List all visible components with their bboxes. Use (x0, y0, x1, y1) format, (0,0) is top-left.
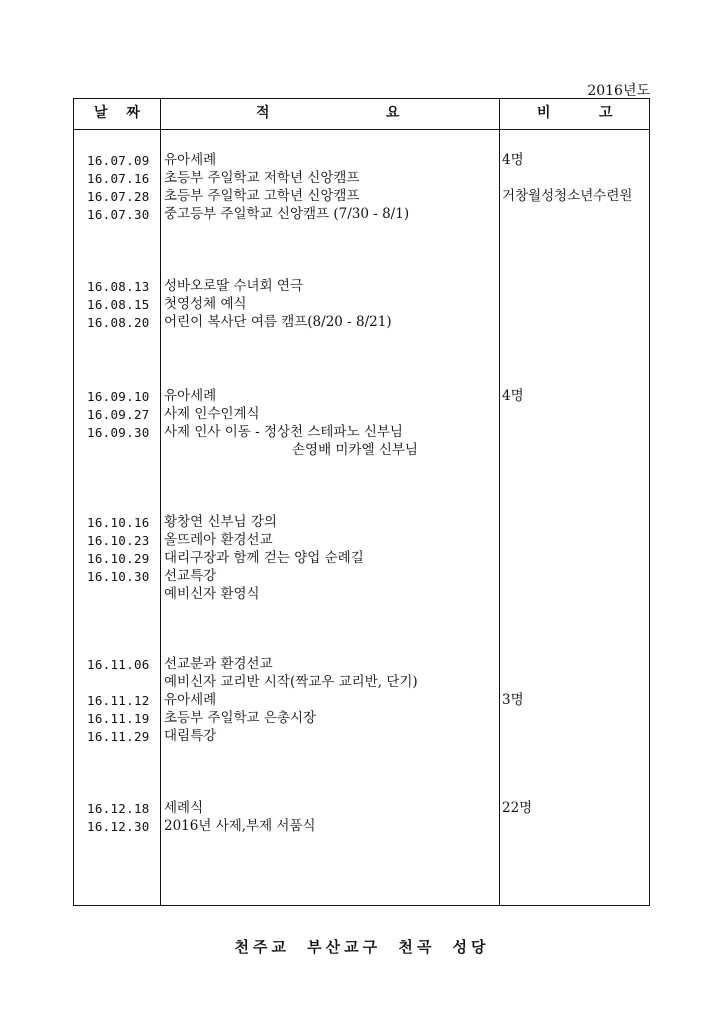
row-date: 16.10.16 (87, 515, 150, 530)
header-date: 날 짜 (94, 105, 140, 121)
row-description: 어린이 복사단 여름 캠프(8/20 - 8/21) (164, 314, 392, 330)
table-row (74, 531, 649, 550)
row-date: 16.07.09 (87, 153, 150, 168)
row-description: 손영배 미카엘 신부님 (292, 442, 418, 458)
row-date: 16.09.10 (87, 389, 150, 404)
table-row (74, 387, 649, 406)
table-row (74, 585, 649, 604)
row-description: 첫영성체 예식 (164, 296, 247, 312)
table-row (74, 441, 649, 460)
row-date: 16.12.30 (87, 819, 150, 834)
row-description: 올뜨레아 환경선교 (164, 532, 273, 548)
row-description: 성바오로딸 수녀회 연극 (164, 278, 303, 294)
row-note: 거창월성청소년수련원 (502, 188, 633, 204)
table-row (74, 655, 649, 674)
header-desc-left: 적 (256, 105, 270, 121)
row-date: 16.11.06 (87, 657, 150, 672)
row-description: 초등부 주일학교 저학년 신앙캠프 (164, 170, 360, 186)
year-label: 2016년도 (587, 83, 650, 99)
table-row (74, 205, 649, 224)
row-description: 유아세례 (164, 692, 217, 708)
table-row (74, 187, 649, 206)
row-description: 유아세례 (164, 152, 217, 168)
row-note: 22명 (502, 800, 533, 816)
header-note-left: 비 (537, 105, 551, 121)
row-note: 4명 (502, 152, 524, 168)
table-row (74, 423, 649, 442)
table-row (74, 691, 649, 710)
table-row (74, 313, 649, 332)
row-date: 16.12.18 (87, 801, 150, 816)
table-row (74, 817, 649, 836)
row-note: 4명 (502, 388, 524, 404)
row-note: 3명 (502, 692, 524, 708)
table-row (74, 151, 649, 170)
table-row (74, 673, 649, 692)
row-description: 중고등부 주일학교 신앙캠프 (7/30 - 8/1) (164, 206, 410, 222)
table-row (74, 549, 649, 568)
row-date: 16.10.30 (87, 569, 150, 584)
row-description: 초등부 주일학교 고학년 신앙캠프 (164, 188, 360, 204)
table-row (74, 295, 649, 314)
row-date: 16.08.13 (87, 279, 150, 294)
row-description: 선교분과 환경선교 (164, 656, 273, 672)
row-date: 16.10.29 (87, 551, 150, 566)
row-date: 16.07.16 (87, 171, 150, 186)
header-note-right: 고 (599, 105, 613, 121)
row-description: 초등부 주일학교 은총시장 (164, 710, 317, 726)
row-description: 예비신자 환영식 (164, 586, 260, 602)
table-row (74, 567, 649, 586)
row-date: 16.08.15 (87, 297, 150, 312)
row-description: 대리구장과 함께 걷는 양업 순례길 (164, 550, 364, 566)
table-row (74, 799, 649, 818)
schedule-table (73, 98, 650, 906)
table-row (74, 405, 649, 424)
parish-footer: 천주교 부산교구 천곡 성당 (234, 938, 490, 956)
row-description: 유아세례 (164, 388, 217, 404)
row-description: 사제 인수인계식 (164, 406, 260, 422)
table-row (74, 277, 649, 296)
row-date: 16.11.12 (87, 693, 150, 708)
header-desc-right: 요 (386, 105, 400, 121)
row-description: 사제 인사 이동 - 정상천 스테파노 신부님 (164, 424, 403, 440)
row-description: 황창연 신부님 강의 (164, 514, 277, 530)
row-description: 대림특강 (164, 728, 217, 744)
row-date: 16.08.20 (87, 315, 150, 330)
row-date: 16.11.19 (87, 711, 150, 726)
row-date: 16.09.30 (87, 425, 150, 440)
table-row (74, 727, 649, 746)
row-description: 선교특강 (164, 568, 217, 584)
row-date: 16.09.27 (87, 407, 150, 422)
row-date: 16.11.29 (87, 729, 150, 744)
row-date: 16.10.23 (87, 533, 150, 548)
row-date: 16.07.28 (87, 189, 150, 204)
row-description: 2016년 사제,부제 서품식 (164, 818, 316, 834)
table-body (74, 99, 649, 905)
table-row (74, 709, 649, 728)
row-description: 예비신자 교리반 시작(짝교우 교리반, 단기) (164, 674, 418, 690)
row-description: 세례식 (164, 800, 204, 816)
row-date: 16.07.30 (87, 207, 150, 222)
table-row (74, 513, 649, 532)
table-row (74, 169, 649, 188)
